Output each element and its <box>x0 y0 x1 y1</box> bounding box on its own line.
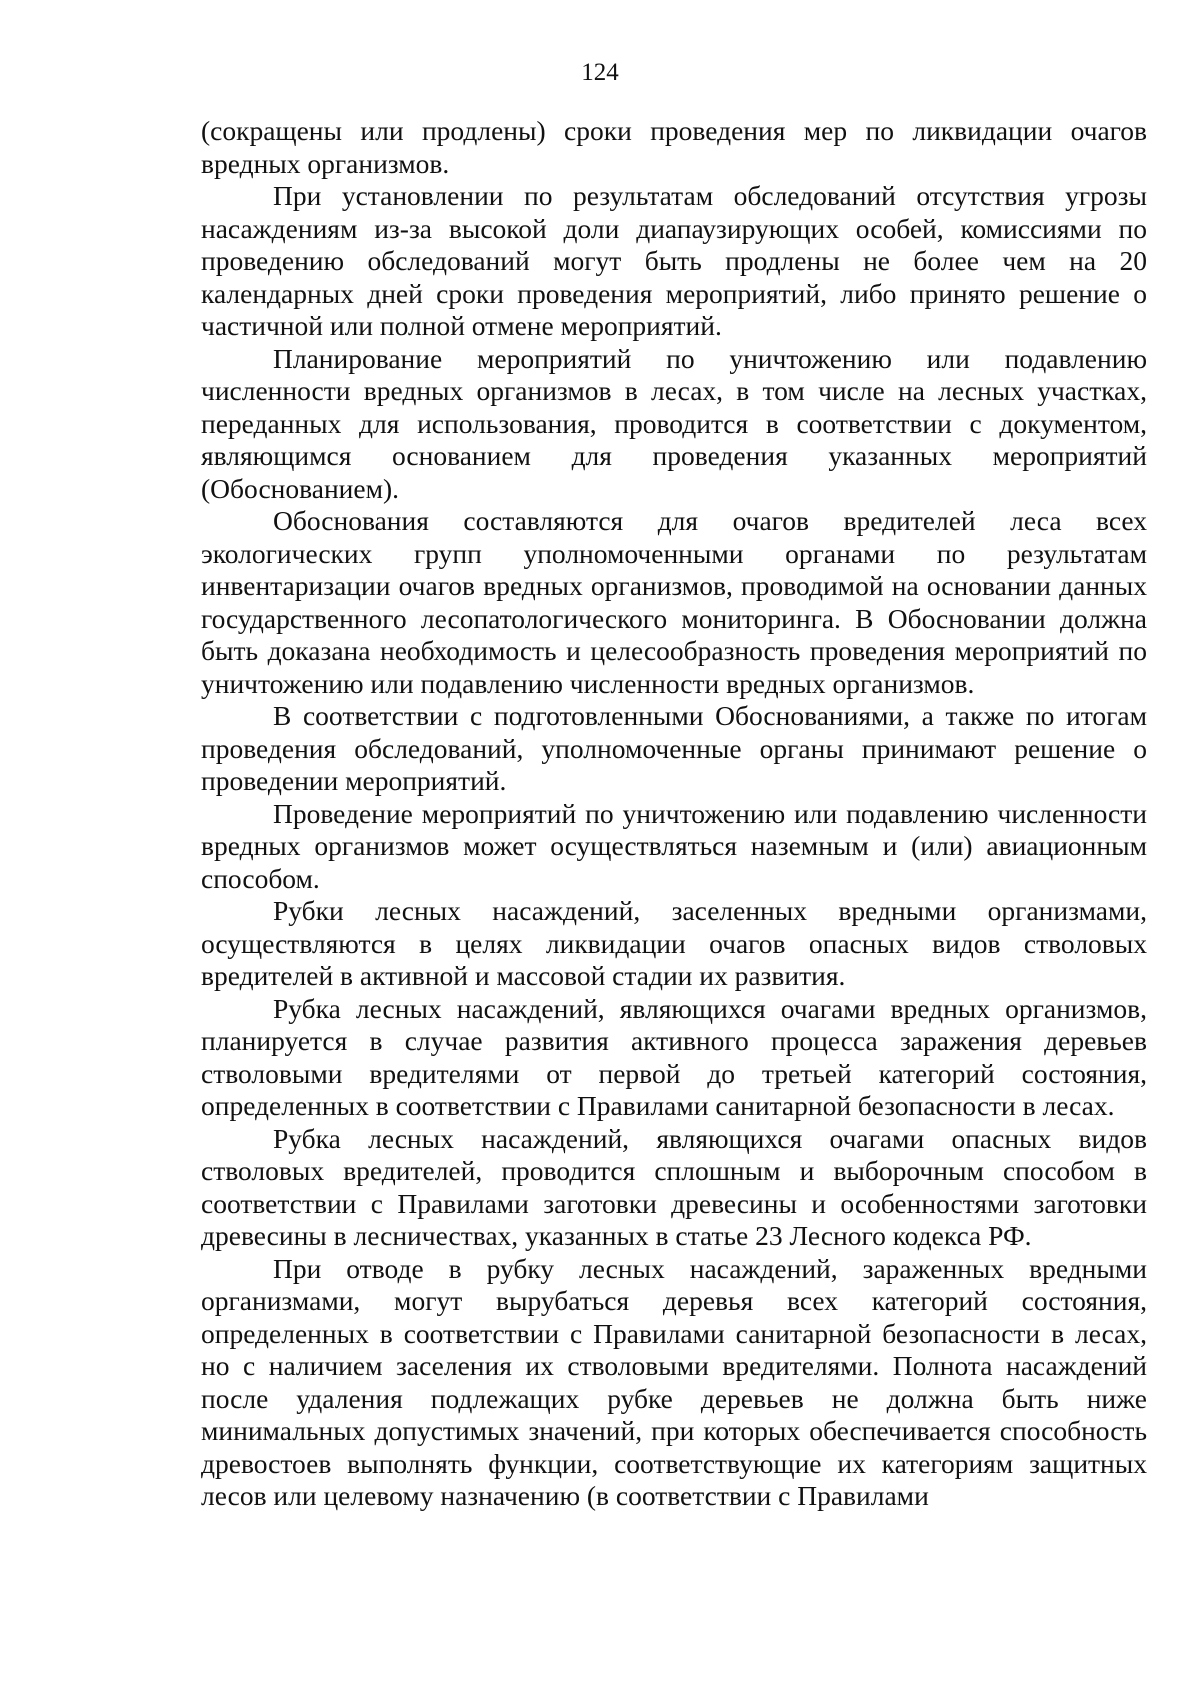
paragraph: Рубка лесных насаждений, являющихся очагами опасных видов стволовых вредителей, проводится сплошным и выборочным способом в соответствии с Правилами заготовки древесины и особенностями заготовки древесины в лесничествах, указанных в статье 23 Лесного кодекса РФ. <box>201 1122 1147 1251</box>
paragraph: Обоснования составляются для очагов вредителей леса всех экологических групп уполномоченными органами по результатам инвентаризации очагов вредных организмов, проводимой на основании данных государственного лесопатологического мониторинга. В Обосновании должна быть доказана необходимость и целесообразность проведения мероприятий по уничтожению или подавлению численности вредных организмов. <box>201 505 1147 699</box>
page-number: 124 <box>581 59 619 86</box>
paragraph: При отводе в рубку лесных насаждений, зараженных вредными организмами, могут вырубаться деревья всех категорий состояния, определенных в соответствии с Правилами санитарной безопасности в лесах, но с наличием заселения их стволовыми вредителями. Полнота насаждений после удаления подлежащих рубке деревьев не должна быть ниже минимальных допустимых значений, при которых обеспечивается способность древостоев выполнять функции, соответствующие их категориям защитных лесов или целевому назначению (в соответствии с Правилами <box>201 1252 1147 1511</box>
paragraph: Планирование мероприятий по уничтожению или подавлению численности вредных организмов в лесах, в том числе на лесных участках, переданных для использования, проводится в соответствии с документом, являющимся основанием для проведения указанных мероприятий (Обоснованием). <box>201 342 1147 504</box>
paragraph: В соответствии с подготовленными Обоснованиями, а также по итогам проведения обследований, уполномоченные органы принимают решение о проведении мероприятий. <box>201 700 1147 796</box>
paragraph: При установлении по результатам обследований отсутствия угрозы насаждениям из-за высокой доли диапаузирующих особей, комиссиями по проведению обследований могут быть продлены не более чем на 20 календарных дней сроки проведения мероприятий, либо принято решение о частичной или полной отмене мероприятий. <box>201 180 1147 341</box>
paragraph: Рубка лесных насаждений, являющихся очагами вредных организмов, планируется в случае развития активного процесса заражения деревьев стволовыми вредителями от первой до третьей категорий состояния, определенных в соответствии с Правилами санитарной безопасности в лесах. <box>201 992 1147 1121</box>
paragraph: Проведение мероприятий по уничтожению или подавлению численности вредных организмов может осуществляться наземным и (или) авиационным способом. <box>201 797 1147 894</box>
document-body <box>201 115 1147 1513</box>
paragraph-continuation: (сокращены или продлены) сроки проведения мер по ликвидации очагов вредных организмов. <box>201 115 1147 179</box>
paragraph: Рубки лесных насаждений, заселенных вредными организмами, осуществляются в целях ликвидации очагов опасных видов стволовых вредителей в активной и массовой стадии их развития. <box>201 895 1147 991</box>
